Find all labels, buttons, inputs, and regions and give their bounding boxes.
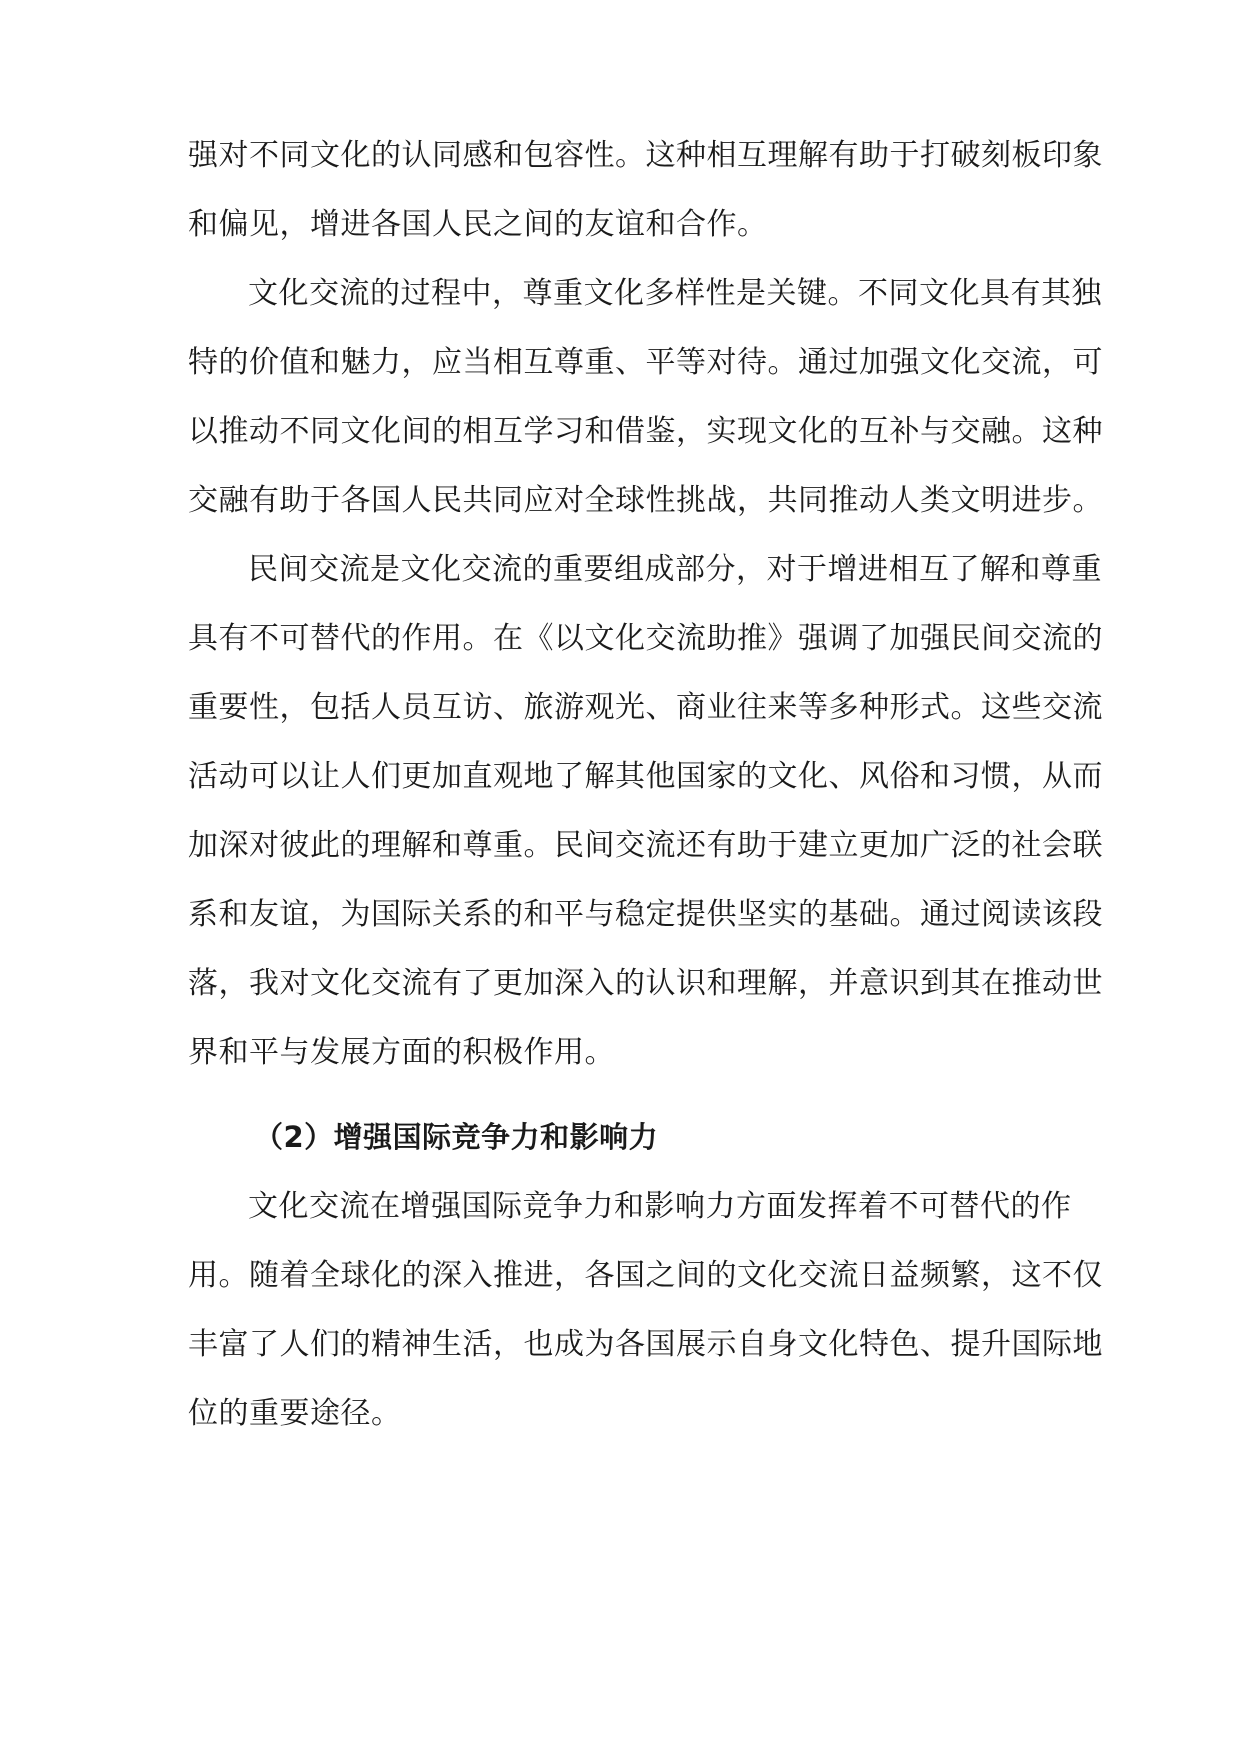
paragraph-line: 文化交流的过程中，尊重文化多样性是关键。不同文化具有其独 (248, 276, 1102, 311)
paragraph-line: 用。随着全球化的深入推进，各国之间的文化交流日益频繁，这不仅 (188, 1258, 1103, 1293)
paragraph-line: 界和平与发展方面的积极作用。 (188, 1035, 615, 1070)
paragraph-line: 丰富了人们的精神生活，也成为各国展示自身文化特色、提升国际地 (188, 1327, 1103, 1362)
paragraph-line: 特的价值和魅力，应当相互尊重、平等对待。通过加强文化交流，可 (188, 345, 1103, 380)
paragraph-line: 强对不同文化的认同感和包容性。这种相互理解有助于打破刻板印象 (188, 138, 1103, 173)
paragraph-line: 民间交流是文化交流的重要组成部分，对于增进相互了解和尊重 (248, 552, 1102, 587)
section-heading: （2）增强国际竞争力和影响力 (254, 1120, 659, 1154)
paragraph-line: 具有不可替代的作用。在《以文化交流助推》强调了加强民间交流的 (188, 621, 1103, 656)
paragraph-line: 文化交流在增强国际竞争力和影响力方面发挥着不可替代的作 (248, 1189, 1072, 1224)
paragraph-line: 落，我对文化交流有了更加深入的认识和理解，并意识到其在推动世 (188, 966, 1103, 1001)
paragraph-line: 和偏见，增进各国人民之间的友谊和合作。 (188, 207, 768, 242)
paragraph-line: 交融有助于各国人民共同应对全球性挑战，共同推动人类文明进步。 (188, 483, 1103, 518)
paragraph-line: 以推动不同文化间的相互学习和借鉴，实现文化的互补与交融。这种 (188, 414, 1103, 449)
paragraph-line: 加深对彼此的理解和尊重。民间交流还有助于建立更加广泛的社会联 (188, 828, 1103, 863)
paragraph-line: 位的重要途径。 (188, 1396, 402, 1431)
paragraph-line: 重要性，包括人员互访、旅游观光、商业往来等多种形式。这些交流 (188, 690, 1103, 725)
paragraph-line: 系和友谊，为国际关系的和平与稳定提供坚实的基础。通过阅读该段 (188, 897, 1103, 932)
paragraph-line: 活动可以让人们更加直观地了解其他国家的文化、风俗和习惯，从而 (188, 759, 1103, 794)
